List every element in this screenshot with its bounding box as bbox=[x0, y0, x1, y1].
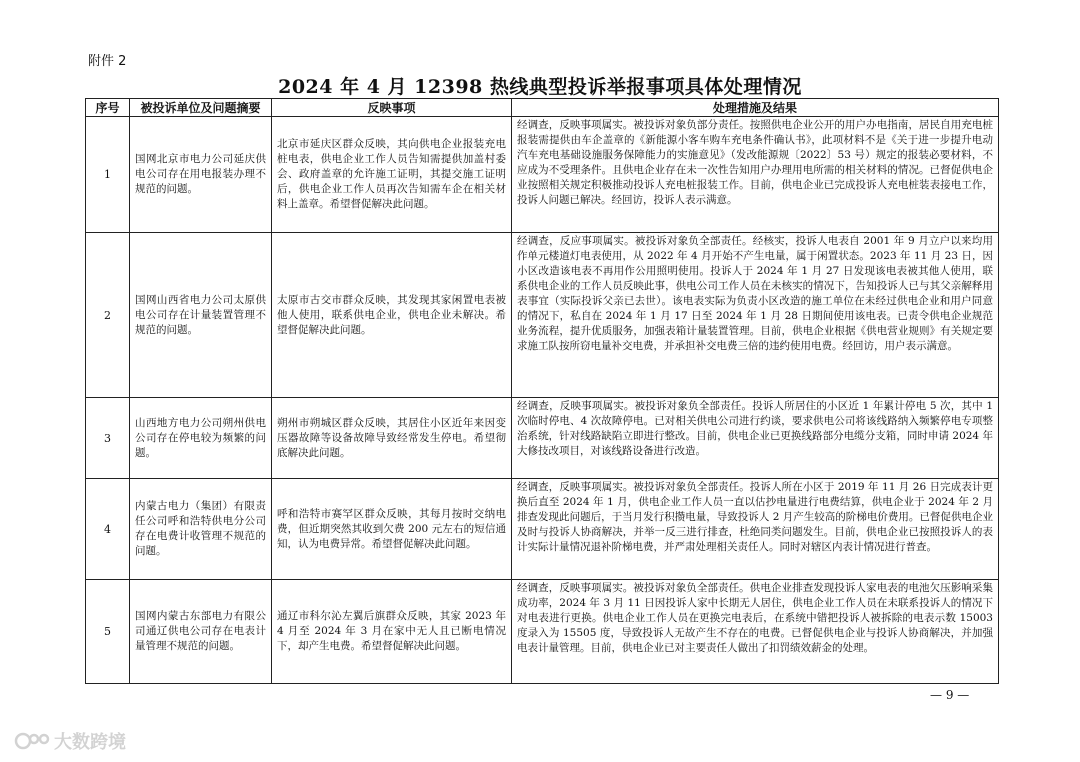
table-row bbox=[86, 233, 999, 398]
row-report: 北京市延庆区群众反映，其向供电企业报装充电桩电表，供电企业工作人员告知需提供加盖村委会、政府盖章的允许施工证明，其提交施工证明后，供电企业工作人员再次告知需车企在相关材料上盖章。希望督促解决此问题。 bbox=[272, 117, 512, 233]
header-no: 序号 bbox=[86, 99, 130, 117]
row-result: 经调查，反应事项属实。被投诉对象负全部责任。经核实，投诉人电表自 2001 年 9 月立户以来均用作单元楼道灯电表使用，从 2022 年 4 月开始不产生电量，属于闲置状态。2023 年 11 月 23 日，因小区改造该电表不再用作公用照明使用。投诉人于 2024 年 1 月 27 日发现该电表被其他人使用，联系供电企业的工作人员反映此事，供电公司工作人员在未核实的情况下，告知投诉人已与其父亲解释用表事宜（实际投诉父亲已去世）。该电表实际为负责小区改造的施工单位在未经过供电企业和用户同意的情况下，私自在 2024 年 1 月 17 日至 2024 年 1 月 28 日期间使用该电表。已责令供电企业规范业务流程，提升优质服务，加强表箱计量装置管理。目前，供电企业根据《供电营业规则》有关规定要求施工队按所窃电量补交电费，并承担补交电费三倍的违约使用电费。经回访，用户表示满意。 bbox=[512, 233, 999, 398]
row-no: 1 bbox=[86, 117, 130, 233]
page-number: — 9 — bbox=[930, 688, 970, 702]
watermark-text: 大数跨境 bbox=[54, 732, 126, 753]
row-no: 4 bbox=[86, 479, 130, 580]
attachment-label: 附件 2 bbox=[88, 54, 127, 69]
row-report: 太原市古交市群众反映，其发现其家闲置电表被他人使用，联系供电企业，供电企业未解决。希望督促解决此问题。 bbox=[272, 233, 512, 398]
row-no: 3 bbox=[86, 398, 130, 479]
row-unit: 国网内蒙古东部电力有限公司通辽供电公司存在电表计量管理不规范的问题。 bbox=[130, 580, 272, 684]
row-result: 经调查，反映事项属实。被投诉对象负部分责任。按照供电企业公开的用户办电指南，居民自用充电桩报装需提供由车企盖章的《新能源小客车购车充电条件确认书》，此项材料不是《关于进一步提升电动汽车充电基础设施服务保障能力的实施意见》（发改能源规〔2022〕53 号）规定的报装必要材料，不应成为不受理条件。且供电企业存在未一次性告知用户办理用电所需的相关材料的情况。已督促供电企业按照相关规定积极推动投诉人充电桩报装工作。目前，供电企业已完成投诉人充电桩装表接电工作，投诉人问题已解决。经回访，投诉人表示满意。 bbox=[512, 117, 999, 233]
logo-icon bbox=[14, 730, 50, 752]
row-result: 经调查，反映事项属实。被投诉对象负全部责任。投诉人所在小区于 2019 年 11 月 26 日完成表计更换后直至 2024 年 1 月，供电企业工作人员一直以估抄电量进行电费结算，供电企业于 2024 年 2 月排查发现此问题后，于当月发行积攒电量，导致投诉人 2 月产生较高的阶梯电价费用。已督促供电企业及时与投诉人协商解决，并举一反三进行排查，杜绝同类问题发生。目前，供电企业已按照投诉人的表计实际计量情况退补阶梯电费，并严肃处理相关责任人。同时对辖区内表计情况进行普查。 bbox=[512, 479, 999, 580]
header-result: 处理措施及结果 bbox=[512, 99, 999, 117]
row-report: 通辽市科尔沁左翼后旗群众反映，其家 2023 年 4 月至 2024 年 3 月在家中无人且已断电情况下，却产生电费。希望督促解决此问题。 bbox=[272, 580, 512, 684]
watermark bbox=[14, 728, 126, 754]
table-header-row bbox=[86, 99, 999, 117]
header-report: 反映事项 bbox=[272, 99, 512, 117]
row-report: 呼和浩特市赛罕区群众反映，其每月按时交纳电费，但近期突然其收到欠费 200 元左右的短信通知，认为电费异常。希望督促解决此问题。 bbox=[272, 479, 512, 580]
header-unit: 被投诉单位及问题摘要 bbox=[130, 99, 272, 117]
row-report: 朔州市朔城区群众反映，其居住小区近年来因变压器故障等设备故障导致经常发生停电。希望彻底解决此问题。 bbox=[272, 398, 512, 479]
row-unit: 内蒙古电力（集团）有限责任公司呼和浩特供电分公司存在电费计收管理不规范的问题。 bbox=[130, 479, 272, 580]
row-result: 经调查，反映事项属实。被投诉对象负全部责任。供电企业排查发现投诉人家电表的电池欠压影响采集成功率，2024 年 3 月 11 日因投诉人家中长期无人居住，供电企业工作人员在未联系投诉人的情况下对电表进行更换。供电企业工作人员在更换完电表后，在系统中错把投诉人被拆除的电表示数 15003 度录入为 15505 度，导致投诉人无故产生不存在的电费。已督促供电企业与投诉人协商解决，并加强电表计量管理。目前，供电企业已对主要责任人做出了扣罚绩效薪金的处理。 bbox=[512, 580, 999, 684]
row-unit: 国网山西省电力公司太原供电公司存在计量装置管理不规范的问题。 bbox=[130, 233, 272, 398]
table-row bbox=[86, 580, 999, 684]
table-row bbox=[86, 398, 999, 479]
complaint-table bbox=[85, 98, 999, 684]
row-unit: 山西地方电力公司朔州供电公司存在停电较为频繁的问题。 bbox=[130, 398, 272, 479]
row-no: 5 bbox=[86, 580, 130, 684]
table-row bbox=[86, 117, 999, 233]
row-no: 2 bbox=[86, 233, 130, 398]
table-row bbox=[86, 479, 999, 580]
row-unit: 国网北京市电力公司延庆供电公司存在用电报装办理不规范的问题。 bbox=[130, 117, 272, 233]
document-title: 2024 年 4 月 12398 热线典型投诉举报事项具体处理情况 bbox=[278, 76, 802, 98]
row-result: 经调查，反映事项属实。被投诉对象负全部责任。投诉人所居住的小区近 1 年累计停电 5 次，其中 1 次临时停电、4 次故障停电。已对相关供电公司进行约谈，要求供电公司将该线路纳入频繁停电专项整治系统，针对线路缺陷立即进行整改。目前，供电企业已更换线路部分电缆分支箱，同时申请 2024 年大修技改项目，对该线路设备进行改造。 bbox=[512, 398, 999, 479]
